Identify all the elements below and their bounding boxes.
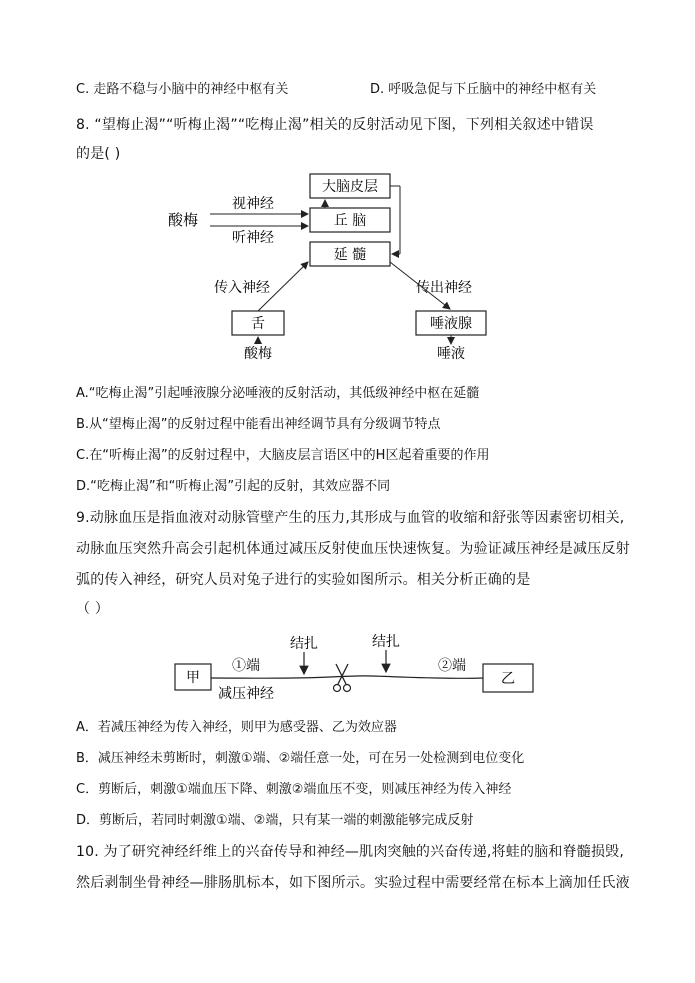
q7-option-c xyxy=(76,80,288,100)
cortex-label: 大脑皮层 xyxy=(322,179,378,195)
q9-stem-line3: 弧的传入神经，研究人员对兔子进行的实验如图所示。相关分析正确的是 xyxy=(76,572,531,588)
q9-stem-line1: 9.动脉血压是指血液对动脉管壁产生的压力,其形成与血管的收缩和舒张等因素密切相关, xyxy=(76,510,625,526)
q10-stem-line1: 10. 为了研究神经纤维上的兴奋传导和神经—肌肉突触的兴奋传递,将蛙的脑和脊髓损毁, xyxy=(76,844,625,860)
q8-option-a: A.“吃梅止渴”引起唾液腺分泌唾液的反射活动，其低级神经中枢在延髓 xyxy=(76,386,480,401)
q8-stem-line2: 的是( ) xyxy=(76,146,121,162)
q8-option-b: B.从“望梅止渴”的反射过程中能看出神经调节具有分级调节特点 xyxy=(76,417,441,432)
sour-plum-bottom-label: 酸梅 xyxy=(244,346,272,362)
optic-nerve-label: 视神经 xyxy=(232,196,274,212)
q9-option-c: C．剪断后，刺激①端血压下降、刺激②端血压不变，则减压神经为传入神经 xyxy=(76,782,512,797)
end2-label: ②端 xyxy=(438,658,466,674)
q8-option-d: D.“吃梅止渴”和“听梅止渴”引起的反射，其效应器不同 xyxy=(76,479,391,494)
ligature-right-label: 结扎 xyxy=(372,634,400,650)
q9-nerve-diagram xyxy=(170,632,540,710)
auditory-nerve-label: 听神经 xyxy=(232,230,274,246)
q9-option-b: B．减压神经未剪断时，刺激①端、②端任意一处，可在另一处检测到电位变化 xyxy=(76,751,525,766)
depressor-nerve-label: 减压神经 xyxy=(218,686,274,702)
q7-option-d-text: D. 呼吸急促与下丘脑中的神经中枢有关 xyxy=(370,82,597,97)
scissors-icon xyxy=(334,664,351,692)
thalamus-label: 丘 脑 xyxy=(333,213,367,229)
q8-reflex-diagram xyxy=(150,170,530,370)
sour-plum-left-label: 酸梅 xyxy=(168,211,199,229)
end1-label: ①端 xyxy=(232,658,260,674)
q9-stem-line4: （ ） xyxy=(76,601,110,617)
tongue-label: 舌 xyxy=(251,316,265,332)
box-jia-label: 甲 xyxy=(186,670,200,686)
q10-stem-line2: 然后剥制坐骨神经—腓肠肌标本，如下图所示。实验过程中需要经常在标本上滴加任氏液 xyxy=(76,875,630,891)
q9-stem-line2: 动脉血压突然升高会引起机体通过减压反射使血压快速恢复。为验证减压神经是减压反射 xyxy=(76,541,630,557)
ligature-left-label: 结扎 xyxy=(290,636,318,652)
q9-option-d: D．剪断后，若同时刺激①端、②端，只有某一端的刺激能够完成反射 xyxy=(76,813,474,828)
medulla-label: 延 髓 xyxy=(333,247,367,263)
q9-option-a: A．若减压神经为传入神经，则甲为感受器、乙为效应器 xyxy=(76,720,397,735)
q7-option-d xyxy=(370,80,596,100)
depressor-nerve-line xyxy=(211,676,483,679)
afferent-nerve-label: 传入神经 xyxy=(214,280,270,296)
q8-option-c: C.在“听梅止渴”的反射过程中，大脑皮层言语区中的H区起着重要的作用 xyxy=(76,448,490,463)
efferent-nerve-label: 传出神经 xyxy=(416,280,472,296)
box-yi-label: 乙 xyxy=(501,671,515,687)
q7-option-c-text: C. 走路不稳与小脑中的神经中枢有关 xyxy=(76,82,289,97)
saliva-label: 唾液 xyxy=(437,346,465,362)
q8-stem-line1: 8. “望梅止渴”“听梅止渴”“吃梅止渴”相关的反射活动见下图，下列相关叙述中错误 xyxy=(76,117,594,133)
salivary-gland-label: 唾液腺 xyxy=(430,316,472,332)
